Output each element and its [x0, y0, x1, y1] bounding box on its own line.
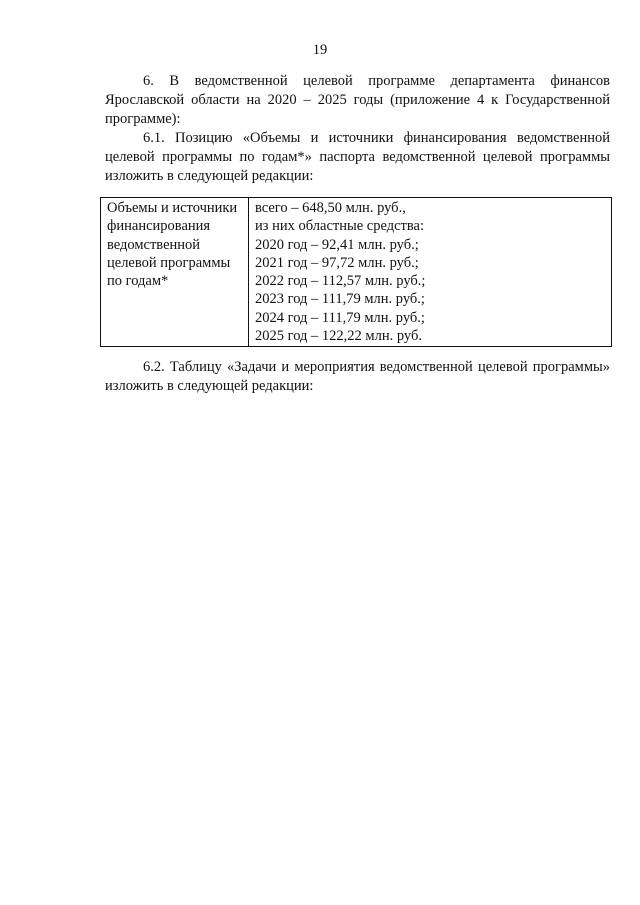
funding-year-2023: 2023 год – 111,79 млн. руб.;	[255, 291, 425, 308]
paragraph-6-1: 6.1. Позицию «Объемы и источники финансирования ведомственной целевой программы по годам*» паспорта ведомственной целевой программы изложить в следующей редакции:	[105, 130, 610, 184]
closing-text-block	[105, 358, 610, 396]
paragraph-6: 6. В ведомственной целевой программе департамента финансов Ярославской области на 2020 – 2025 годы (приложение 4 к Государственной программе):	[105, 73, 610, 127]
label-line: по годам*	[107, 273, 169, 290]
funding-year-2021: 2021 год – 97,72 млн. руб.;	[255, 254, 419, 271]
funding-source: из них областные средства:	[255, 218, 424, 235]
funding-year-2020: 2020 год – 92,41 млн. руб.;	[255, 236, 419, 253]
intro-text-block	[105, 72, 610, 186]
table-row	[101, 198, 612, 347]
funding-year-2024: 2024 год – 111,79 млн. руб.;	[255, 309, 425, 326]
label-line: целевой программы	[107, 254, 231, 271]
funding-total: всего – 648,50 млн. руб.,	[255, 200, 406, 216]
funding-label-cell	[101, 198, 249, 347]
funding-values-cell	[249, 198, 612, 347]
funding-year-2022: 2022 год – 112,57 млн. руб.;	[255, 273, 426, 290]
label-line: финансирования	[107, 218, 211, 235]
funding-table	[100, 197, 612, 347]
funding-year-2025: 2025 год – 122,22 млн. руб.	[255, 328, 422, 345]
label-line: ведомственной	[107, 236, 201, 253]
page-number: 19	[312, 42, 328, 58]
label-line: Объемы и источники	[107, 200, 238, 216]
paragraph-6-2: 6.2. Таблицу «Задачи и мероприятия ведомственной целевой программы» изложить в следующей редакции:	[105, 359, 610, 394]
